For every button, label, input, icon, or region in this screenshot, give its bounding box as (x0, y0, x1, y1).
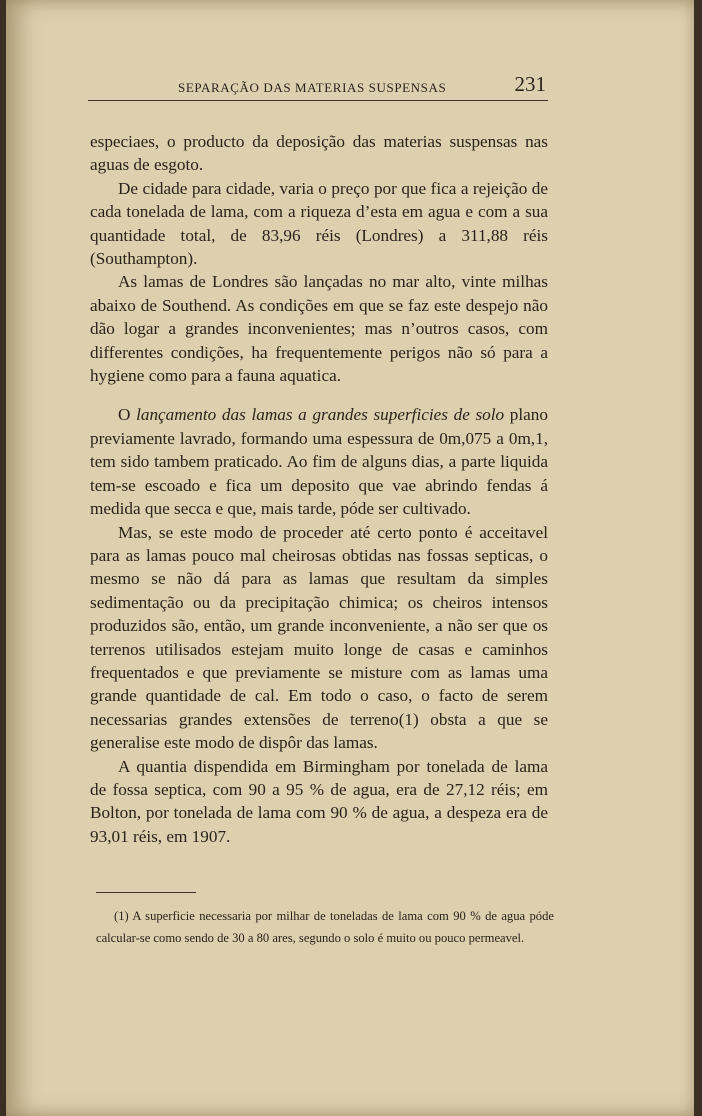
footnote-rule (96, 892, 196, 893)
paragraph-4-rest: plano previamente lavrado, formando uma espessura de 0m,075 a 0m,1, tem sido tambem praticado. Ao fim de alguns dias, a parte liquida tem-se escoado e fica um deposito que vae abrindo fendas á medida que secca e que, mais tarde, póde ser cultivado. (90, 405, 548, 519)
footnote: (1) A superficie necessaria por milhar de toneladas de lama com 90 % de agua póde calcular-se como sendo de 30 a 80 ares, segundo o solo é muito ou pouco permeavel. (96, 909, 554, 945)
section-gap (90, 387, 548, 403)
page-header (88, 70, 548, 101)
book-page (6, 0, 694, 1116)
page-number: 231 (514, 72, 546, 96)
paragraph-2: De cidade para cidade, varia o preço por que fica a rejeição de cada tonelada de lama, com a riqueza d’esta em agua e com a sua quantidade total, de 83,96 réis (Londres) a 311,88 réis (Southampton). (90, 178, 548, 269)
paragraph-4-lead: O (118, 405, 137, 425)
running-head: SEPARAÇÃO DAS MATERIAS SUSPENSAS (178, 80, 447, 95)
body-text (90, 130, 548, 848)
paragraph-5: Mas, se este modo de proceder até certo ponto é acceitavel para as lamas pouco mal cheirosas obtidas nas fossas septicas, o mesmo se não dá para as lamas que resultam da simples sedimentação ou da precipitação chimica; os cheiros intensos produzidos são, então, um grande inconveniente, a não ser que os terrenos utilisados estejam muito longe de casas e caminhos frequentados e que previamente se misture com as lamas uma grande quantidade de cal. Em todo o caso, o facto de serem necessarias grandes extensões de terreno(1) obsta a que se generalise este modo de dispôr das lamas. (90, 522, 548, 753)
paragraph-6: A quantia dispendida em Birmingham por tonelada de lama de fossa septica, com 90 a 95 % de agua, era de 27,12 réis; em Bolton, por tonelada de lama com 90 % de agua, a despeza era de 93,01 réis, em 1907. (90, 756, 548, 846)
paragraph-3: As lamas de Londres são lançadas no mar alto, vinte milhas abaixo de Southend. As condições em que se faz este despejo não dão logar a grandes inconvenientes; mas n’outros casos, com differentes condições, ha frequentemente perigos não só para a hygiene como para a fauna aquatica. (90, 272, 548, 386)
paragraph-4 (90, 403, 548, 520)
paragraph-1: especiaes, o producto da deposição das materias suspensas nas aguas de esgoto. (90, 132, 548, 175)
paragraph-4-italic: lançamento das lamas a grandes superficies de solo (136, 405, 505, 425)
